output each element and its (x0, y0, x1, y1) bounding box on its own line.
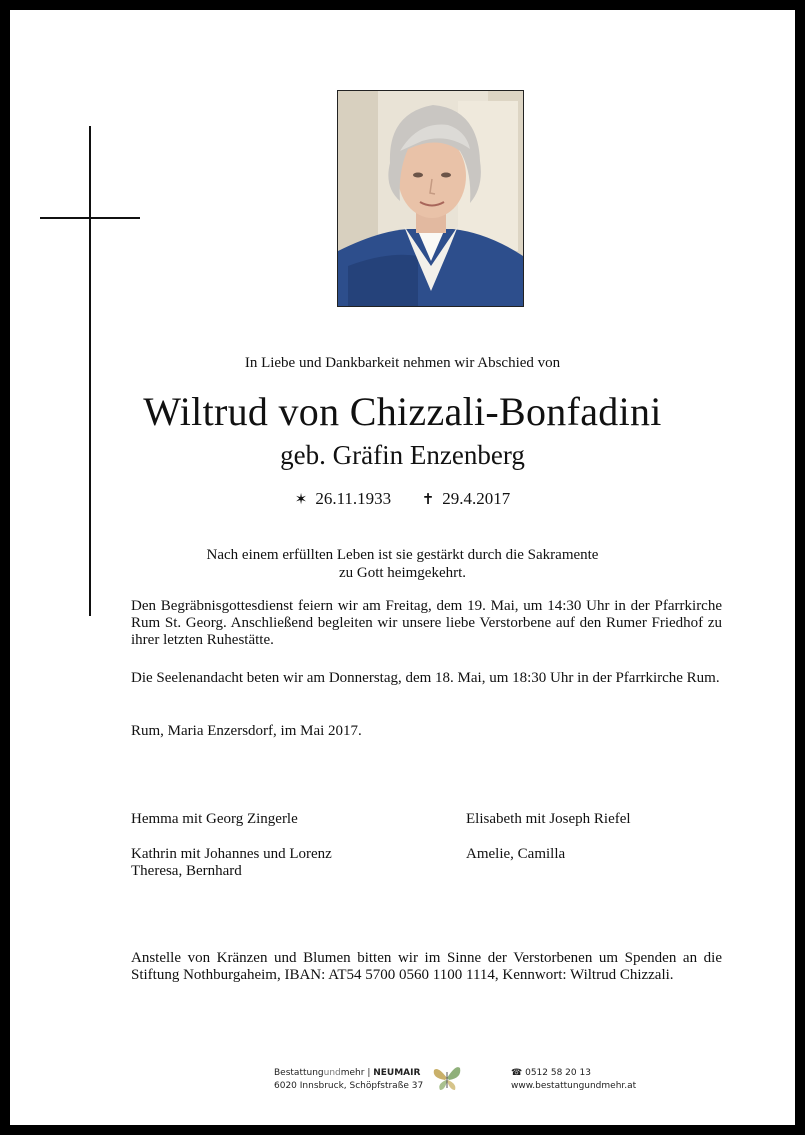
memorial-paragraph: Die Seelenandacht beten wir am Donnerstag, dem 18. Mai, um 18:30 Uhr in der Pfarrkirche Rum. (131, 670, 720, 686)
mourner-left-2b: Theresa, Bernhard (131, 863, 242, 879)
donation-paragraph: Anstelle von Kränzen und Blumen bitten wir im Sinne der Verstorbenen um Spenden an die Stiftung Nothburgaheim, IBAN: AT54 5700 0560 1100 1114, Kennwort: Wiltrud Chizzali. (131, 950, 722, 983)
birth-star-icon: ✶ (294, 490, 308, 508)
closing-line-2: zu Gott heimgekehrt. (338, 565, 467, 581)
death-cross-icon: ✝ (421, 490, 435, 508)
portrait-photo (337, 90, 524, 307)
death-date: 29.4.2017 (442, 489, 511, 508)
maiden-name: geb. Gräfin Enzenberg (280, 440, 525, 470)
phone-icon: ☎ (511, 1068, 523, 1078)
mourner-left-2a: Kathrin mit Johannes und Lorenz (131, 846, 332, 862)
mourner-right-2: Amelie, Camilla (466, 846, 566, 862)
phone-line (511, 1067, 636, 1080)
funeral-home-info (274, 1067, 423, 1093)
deceased-name: Wiltrud von Chizzali-Bonfadini (143, 389, 662, 434)
website-link[interactable]: www.bestattungundmehr.at (511, 1081, 637, 1091)
phone-number: 0512 58 20 13 (525, 1068, 591, 1078)
place-date-line: Rum, Maria Enzersdorf, im Mai 2017. (131, 723, 362, 739)
birth-date: 26.11.1933 (315, 489, 392, 508)
mourner-left-1: Hemma mit Georg Zingerle (131, 811, 298, 827)
closing-line-1: Nach einem erfüllten Leben ist sie gestärkt durch die Sakramente (206, 547, 599, 563)
cross-horizontal-bar (40, 217, 140, 219)
intro-line: In Liebe und Dankbarkeit nehmen wir Abschied von (244, 355, 561, 371)
closing-statement (0, 546, 805, 582)
funeral-home-contact (511, 1067, 636, 1093)
funeral-paragraph: Den Begräbnisgottesdienst feiern wir am Freitag, dem 19. Mai, um 14:30 Uhr in der Pfarrkirche Rum St. Georg. Anschließend begleiten wir unsere liebe Verstorbene auf den Rumer Friedhof zu ihrer letzten Ruhestätte. (131, 598, 722, 648)
mourner-right-1: Elisabeth mit Joseph Riefel (466, 811, 631, 827)
life-dates (0, 489, 805, 509)
butterfly-icon (432, 1064, 462, 1092)
funeral-home-address: 6020 Innsbruck, Schöpfstraße 37 (274, 1081, 424, 1091)
funeral-home-logo: Bestattungundmehr | NEUMAIR (274, 1068, 421, 1078)
